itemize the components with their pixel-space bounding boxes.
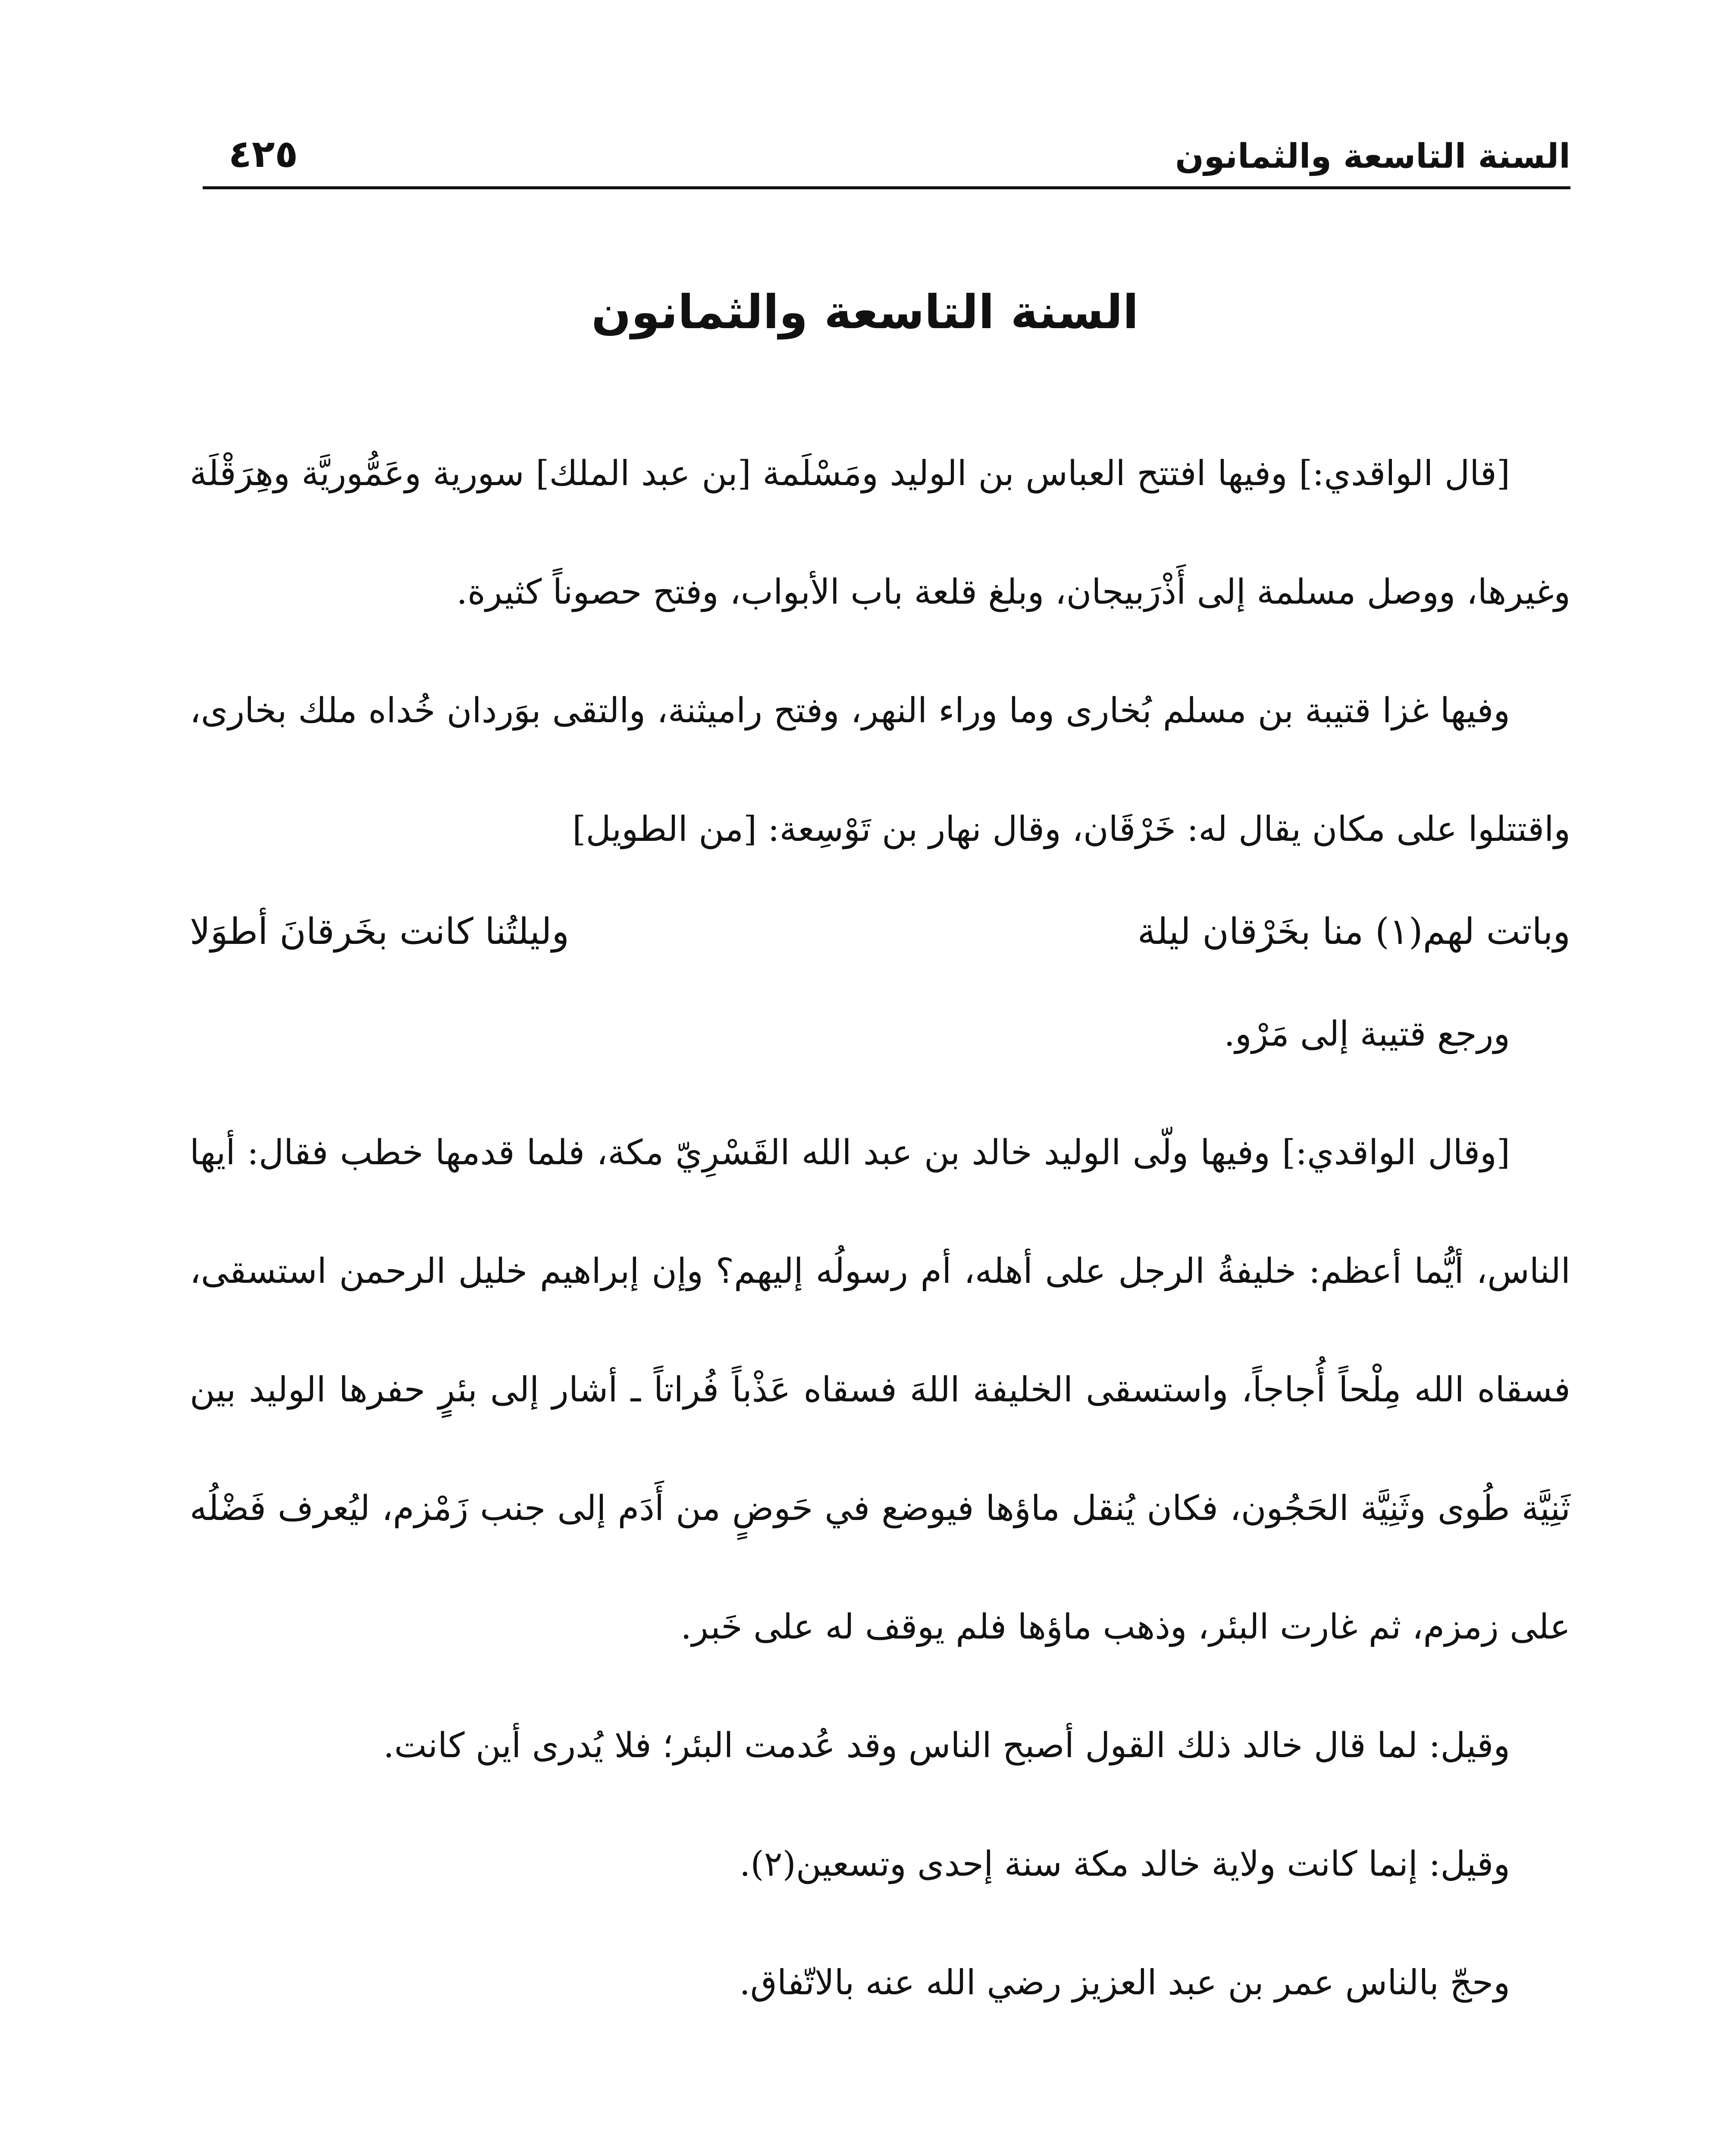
paragraph-return-marw: ورجع قتيبة إلى مَرْو. [1224,1014,1510,1054]
poetry-verse [190,888,1570,975]
verse-first-hemistich: وباتت لهم(١) منا بخَرْقان ليلة [1137,910,1570,953]
verse-second-hemistich: وليلتُنا كانت بخَرقانَ أطوَلا [190,910,570,953]
header-divider [203,186,1570,189]
running-header-title: السنة التاسعة والثمانون [1175,137,1570,176]
paragraph-well-vanished: وقيل: لما قال خالد ذلك القول أصبح الناس وقد عُدمت البئر؛ فلا يُدرى أين كانت. [383,1725,1510,1765]
paragraph-hajj: وحجّ بالناس عمر بن عبد العزيز رضي الله عنه بالاتّفاق. [739,1962,1510,2002]
main-text [190,414,1570,2042]
chapter-title: السنة التاسعة والثمانون [591,285,1139,339]
page-number: ٤٢٥ [229,132,298,176]
paragraph-year-91: وقيل: إنما كانت ولاية خالد مكة سنة إحدى وتسعين(٢). [740,1844,1510,1884]
paragraph-qutayba: وفيها غزا قتيبة بن مسلم بُخارى وما وراء النهر، وفتح راميثنة، والتقى بوَردان خُداه ملك بخارى، واقتتلوا على مكان يقال له: خَرْقَان، وقال نهار بن تَوْسِعة: [من الطويل] [190,690,1570,849]
paragraph-conquests: [قال الواقدي:] وفيها افتتح العباس بن الوليد ومَسْلَمة [بن عبد الملك] سورية وعَمُّوريَّة وهِرَقْلَة وغيرها، ووصل مسلمة إلى أَذْرَبيجان، وبلغ قلعة باب الأبواب، وفتح حصوناً كثيرة. [190,453,1570,612]
paragraph-khalid-mecca: [وقال الواقدي:] وفيها ولّى الوليد خالد بن عبد الله القَسْرِيّ مكة، فلما قدمها خطب فقال: أيها الناس، أيُّما أعظم: خليفةُ الرجل على أهله، أم رسولُه إليهم؟ وإن إبراهيم خليل الرحمن استسقى، فسقاه الله مِلْحاً أُجاجاً، واستسقى الخليفة اللهَ فسقاه عَذْباً فُراتاً ـ أشار إلى بئرٍ حفرها الوليد بين ثَنِيَّة طُوى وثَنِيَّة الحَجُون، فكان يُنقل ماؤها فيوضع في حَوضٍ من أَدَم إلى جنب زَمْزم، ليُعرف فَضْلُه على زمزم، ثم غارت البئر، وذهب ماؤها فلم يوقف له على خَبر. [190,1132,1570,1647]
running-header [203,121,1570,185]
